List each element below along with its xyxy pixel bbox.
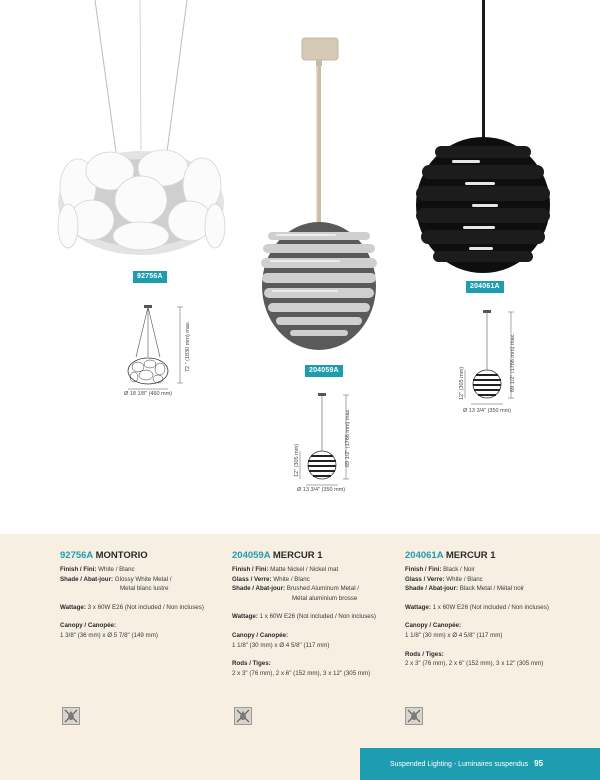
- mercur-black-height-dimension: 69 1/2" (1766 mm) max.: [510, 333, 516, 392]
- mercur-silver-diameter-dimension: Ø 13 3/4" (350 mm): [297, 487, 346, 493]
- rods-value: 2 x 3" (76 mm), 2 x 6" (152 mm), 3 x 12" (305 mm): [405, 660, 544, 668]
- canopy-value: 1 1/8" (30 mm) x Ø 4 5/8" (117 mm): [405, 631, 503, 639]
- canopy-value: 1 1/8" (30 mm) x Ø 4 5/8" (117 mm): [232, 641, 330, 649]
- shade-row-cont: Métal aluminium brosse: [292, 594, 358, 602]
- mercur-black-diameter-dimension: Ø 13 3/4" (350 mm): [463, 408, 512, 414]
- shade-row: Shade / Abat-jour: Glossy White Metal /: [60, 575, 172, 583]
- product-code: 204061A: [405, 550, 444, 561]
- mercur-black-pendant-photo: [405, 0, 565, 280]
- wattage-row: Wattage: 3 x 60W E26 (Not included / Non incluses): [60, 603, 204, 611]
- glass-row: Glass / Verre: White / Blanc: [405, 575, 483, 583]
- product-tag-204061a: 204061A: [466, 281, 504, 293]
- canopy-label: Canopy / Canopée:: [232, 631, 289, 639]
- wattage-row: Wattage: 1 x 60W E26 (Not included / Non incluses): [405, 603, 549, 611]
- product-name: MONTORIO: [95, 550, 148, 561]
- shade-row: Shade / Abat-jour: Black Metal / Métal noir: [405, 585, 525, 593]
- glass-row: Glass / Verre: White / Blanc: [232, 575, 310, 583]
- mercur-silver-height-dimension: 69 1/2" (1766 mm) max.: [345, 408, 351, 467]
- montorio-height-dimension: 72 " (1830 mm) max.: [185, 320, 191, 372]
- damp-location-icon: [234, 707, 252, 725]
- mercur-silver-body-dimension: 12" (305 mm): [294, 443, 300, 477]
- product-name: MERCUR 1: [445, 550, 496, 561]
- product-code: 92756A: [60, 550, 93, 561]
- canopy-label: Canopy / Canopée:: [60, 622, 117, 630]
- product-title: [60, 550, 240, 562]
- canopy-value: 1 3/8" (36 mm) x Ø 5 7/8" (149 mm): [60, 631, 158, 639]
- product-tag-204059a: 204059A: [305, 365, 343, 377]
- rods-label: Rods / Tiges:: [232, 660, 271, 668]
- product-title: [232, 550, 412, 562]
- finish-row: Finish / Fini: Matte Nickel / Nickel mat: [232, 566, 339, 573]
- mercur-silver-pendant-photo: [250, 28, 390, 363]
- spec-column-204061a: [405, 550, 585, 669]
- montorio-pendant-photo: [50, 0, 240, 265]
- finish-row: Finish / Fini: White / Blanc: [60, 566, 135, 573]
- finish-row: Finish / Fini: Black / Noir: [405, 566, 475, 573]
- rods-label: Rods / Tiges:: [405, 650, 444, 658]
- section-title: Suspended Lighting - Luminaires suspendus: [390, 761, 529, 768]
- montorio-diameter-dimension: Ø 18 1/8" (460 mm): [124, 391, 173, 397]
- shade-row-cont: Metal blanc lustre: [120, 585, 169, 593]
- canopy-label: Canopy / Canopée:: [405, 622, 462, 630]
- product-name: MERCUR 1: [272, 550, 323, 561]
- damp-location-icon: [405, 707, 423, 725]
- product-title: [405, 550, 585, 562]
- mercur-black-body-dimension: 12" (305 mm): [459, 366, 465, 400]
- spec-column-204059a: [232, 550, 412, 678]
- spec-column-92756a: [60, 550, 240, 641]
- page-number: 95: [534, 759, 544, 768]
- rods-value: 2 x 3" (76 mm), 2 x 6" (152 mm), 3 x 12" (305 mm): [232, 669, 371, 677]
- product-tag-92756a: 92756A: [133, 271, 167, 283]
- product-code: 204059A: [232, 550, 271, 561]
- page-footer: [360, 748, 600, 780]
- wattage-row: Wattage: 1 x 60W E26 (Not included / Non incluses): [232, 613, 376, 621]
- damp-location-icon: [62, 707, 80, 725]
- shade-row: Shade / Abat-jour: Brushed Aluminum Metal /: [232, 585, 360, 593]
